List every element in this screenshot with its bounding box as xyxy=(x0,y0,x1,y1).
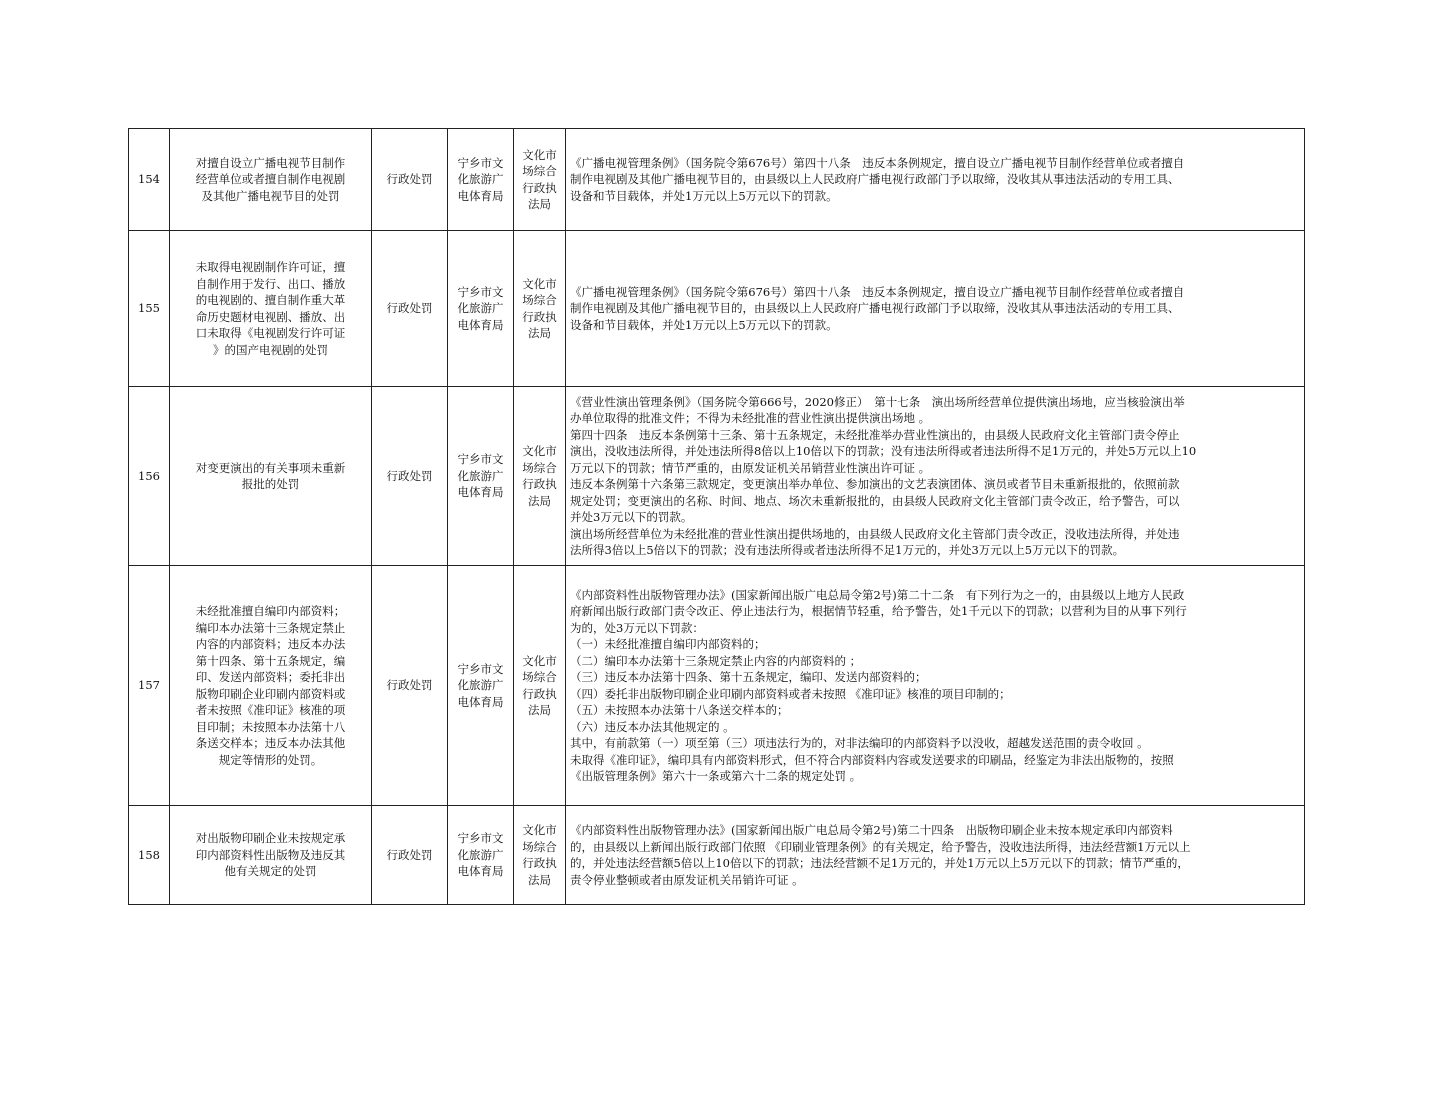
item-name-cell xyxy=(170,806,372,905)
text-line: 《广播电视管理条例》（国务院令第676号）第四十八条 违反本条例规定，擅自设立广播电视节目制作经营单位或者擅自 xyxy=(570,155,1185,170)
text-line: 为的，处3万元以下罚款： xyxy=(570,620,704,635)
text-line: 法局 xyxy=(528,872,551,887)
legal-basis-cell-text xyxy=(570,284,1300,334)
text-line: 版物印刷企业印刷内部资料或 xyxy=(195,686,346,701)
text-line: 第四十四条 违反本条例第十三条、第十五条规定，未经批准举办营业性演出的，由县级人民政府文化主管部门责令停止 xyxy=(570,427,1180,442)
text-line: 文化市 xyxy=(522,823,557,837)
row-number-cell: 157 xyxy=(129,566,170,806)
item-name-cell xyxy=(170,566,372,806)
implementing-agency-cell-text xyxy=(448,661,513,711)
text-line: 行政执 xyxy=(522,309,557,324)
text-line: 宁乡市文 xyxy=(457,831,504,846)
implementing-agency-cell xyxy=(448,566,514,806)
implementing-agency-cell xyxy=(448,387,514,566)
enforcement-department-cell-text xyxy=(514,276,565,342)
text-line: 《营业性演出管理条例》（国务院令第666号，2020修正） 第十七条 演出场所经营单位提供演出场地，应当核验演出举 xyxy=(570,394,1185,409)
table-row xyxy=(129,566,1305,806)
text-line: 文化市 xyxy=(522,653,557,668)
text-line: 法局 xyxy=(528,326,551,340)
legal-basis-cell-text xyxy=(570,587,1300,785)
row-number-cell: 154 xyxy=(129,129,170,231)
text-line: （一）未经批准擅自编印内部资料的； xyxy=(570,637,766,651)
penalty-table xyxy=(128,128,1305,905)
text-line: 条送交样本；违反本办法其他 xyxy=(195,736,346,750)
power-type-cell: 行政处罚 xyxy=(372,231,448,387)
implementing-agency-cell-text xyxy=(448,155,513,205)
text-line: 命历史题材电视剧、播放、出 xyxy=(195,309,346,324)
text-line: 印内部资料性出版物及违反其 xyxy=(195,847,346,862)
item-name-cell-text xyxy=(176,259,365,358)
text-line: 未取得电视剧制作许可证，擅 xyxy=(195,260,346,274)
text-line: 》的国产电视剧的处罚 xyxy=(213,342,328,357)
text-line: 场综合 xyxy=(522,460,557,475)
text-line: （三）违反本办法第十四条、第十五条规定，编印、发送内部资料的； xyxy=(570,670,927,684)
text-line: 文化市 xyxy=(522,147,557,162)
text-line: 并处3万元以下的罚款。 xyxy=(570,510,693,524)
power-type-cell: 行政处罚 xyxy=(372,806,448,905)
text-line: 演出场所经营单位为未经批准的营业性演出提供场地的，由县级人民政府文化主管部门责令改正，没收违法所得，并处违 xyxy=(570,526,1180,541)
row-number-cell: 158 xyxy=(129,806,170,905)
item-name-cell xyxy=(170,129,372,231)
legal-basis-cell xyxy=(566,387,1305,566)
enforcement-department-cell xyxy=(514,566,566,806)
text-line: 的，由县级以上新闻出版行政部门依照 《印刷业管理条例》的有关规定，给予警告，没收违法所得，违法经营额1万元以上 xyxy=(570,839,1191,854)
text-line: 府新闻出版行政部门责令改正、停止违法行为，根据情节轻重，给予警告，处1千元以下的罚款；以营利为目的从事下列行 xyxy=(570,604,1187,618)
legal-basis-cell xyxy=(566,231,1305,387)
text-line: 《广播电视管理条例》（国务院令第676号）第四十八条 违反本条例规定，擅自设立广播电视节目制作经营单位或者擅自 xyxy=(570,284,1185,299)
text-line: 及其他广播电视节目的处罚 xyxy=(201,188,340,203)
text-line: 宁乡市文 xyxy=(457,155,504,170)
text-line: 《内部资料性出版物管理办法》(国家新闻出版广电总局令第2号)第二十二条 有下列行为之一的，由县级以上地方人民政 xyxy=(570,587,1185,602)
enforcement-department-cell xyxy=(514,231,566,387)
text-line: （四）委托非出版物印刷企业印刷内部资料或者未按照 《准印证》核准的项目印制的； xyxy=(570,686,1011,701)
text-line: 口未取得《电视剧发行许可证 xyxy=(195,326,346,340)
text-line: 文化市 xyxy=(522,444,557,458)
implementing-agency-cell xyxy=(448,806,514,905)
text-line: 规定处罚；变更演出的名称、时间、地点、场次未重新报批的，由县级人民政府文化主管部门责令改正，给予警告，可以 xyxy=(570,493,1180,508)
text-line: 化旅游广 xyxy=(457,301,504,316)
text-line: 《内部资料性出版物管理办法》(国家新闻出版广电总局令第2号)第二十四条 出版物印刷企业未按本规定承印内部资料 xyxy=(570,823,1173,837)
text-line: 宁乡市文 xyxy=(457,284,504,299)
text-line: 法局 xyxy=(528,703,551,717)
item-name-cell-text xyxy=(176,603,365,768)
text-line: 宁乡市文 xyxy=(457,661,504,676)
text-line: 未取得《准印证》，编印具有内部资料形式，但不符合内部资料内容或发送要求的印刷品，经鉴定为非法出版物的，按照 xyxy=(570,752,1174,767)
text-line: 电体育局 xyxy=(457,317,504,332)
table-row xyxy=(129,129,1305,231)
power-type-cell: 行政处罚 xyxy=(372,387,448,566)
text-line: 的电视剧的、擅自制作重大革 xyxy=(195,293,346,307)
text-line: 设备和节目载体，并处1万元以上5万元以下的罚款。 xyxy=(570,317,838,332)
text-line: 文化市 xyxy=(522,276,557,291)
table-body xyxy=(129,129,1305,905)
text-line: 报批的处罚 xyxy=(241,477,300,491)
text-line: 自制作用于发行、出口、播放 xyxy=(195,276,346,291)
text-line: （六）违反本办法其他规定的 。 xyxy=(570,719,735,734)
legal-basis-cell xyxy=(566,129,1305,231)
text-line: 对出版物印刷企业未按规定承 xyxy=(195,831,346,846)
item-name-cell-text xyxy=(176,155,365,205)
implementing-agency-cell-text xyxy=(448,830,513,880)
text-line: 法局 xyxy=(528,197,551,211)
text-line: 电体育局 xyxy=(457,694,504,709)
enforcement-department-cell-text xyxy=(514,822,565,888)
legal-basis-cell-text xyxy=(570,155,1300,205)
text-line: 化旅游广 xyxy=(457,172,504,187)
legal-basis-cell-text xyxy=(570,822,1300,888)
text-line: 责令停业整顿或者由原发证机关吊销许可证 。 xyxy=(570,872,804,887)
text-line: 电体育局 xyxy=(457,864,504,879)
text-line: 《出版管理条例》第六十一条或第六十二条的规定处罚 。 xyxy=(570,769,862,783)
enforcement-department-cell xyxy=(514,387,566,566)
text-line: 场综合 xyxy=(522,293,557,307)
text-line: 对擅自设立广播电视节目制作 xyxy=(195,155,346,170)
text-line: 演出，没收违法所得，并处违法所得8倍以上10倍以下的罚款；没有违法所得或者违法所得不足1万元的，并处5万元以上10 xyxy=(570,444,1197,458)
text-line: 化旅游广 xyxy=(457,468,504,483)
text-line: 未经批准擅自编印内部资料； xyxy=(195,604,346,618)
text-line: 化旅游广 xyxy=(457,847,504,862)
row-number-cell: 155 xyxy=(129,231,170,387)
text-line: 行政执 xyxy=(522,477,557,491)
text-line: 场综合 xyxy=(522,839,557,854)
text-line: 场综合 xyxy=(522,670,557,684)
text-line: 经营单位或者擅自制作电视剧 xyxy=(195,172,346,187)
item-name-cell-text xyxy=(176,830,365,880)
text-line: 行政执 xyxy=(522,180,557,195)
text-line: 行政执 xyxy=(522,686,557,701)
legal-basis-cell xyxy=(566,806,1305,905)
implementing-agency-cell-text xyxy=(448,284,513,334)
implementing-agency-cell xyxy=(448,231,514,387)
enforcement-department-cell-text xyxy=(514,147,565,213)
text-line: 万元以下的罚款；情节严重的，由原发证机关吊销营业性演出许可证 。 xyxy=(570,460,931,475)
row-number-cell: 156 xyxy=(129,387,170,566)
text-line: 场综合 xyxy=(522,164,557,178)
text-line: 其中，有前款第（一）项至第（三）项违法行为的，对非法编印的内部资料予以没收，超越发送范围的责令收回 。 xyxy=(570,736,1149,750)
text-line: 印、发送内部资料；委托非出 xyxy=(195,670,346,684)
implementing-agency-cell-text xyxy=(448,451,513,501)
enforcement-department-cell-text xyxy=(514,443,565,509)
text-line: 的，并处违法经营额5倍以上10倍以下的罚款；违法经营额不足1万元的，并处1万元以上5万元以下的罚款；情节严重的， xyxy=(570,856,1189,870)
implementing-agency-cell xyxy=(448,129,514,231)
text-line: 法所得3倍以上5倍以下的罚款；没有违法所得或者违法所得不足1万元的，并处3万元以上5万元以下的罚款。 xyxy=(570,543,1125,557)
text-line: （二）编印本办法第十三条规定禁止内容的内部资料的 ； xyxy=(570,653,862,668)
text-line: 编印本办法第十三条规定禁止 xyxy=(195,620,346,635)
text-line: 法局 xyxy=(528,493,551,508)
text-line: 宁乡市文 xyxy=(457,452,504,467)
item-name-cell xyxy=(170,231,372,387)
text-line: 制作电视剧及其他广播电视节目的，由县级以上人民政府广播电视行政部门予以取缔，没收其从事违法活动的专用工具、 xyxy=(570,172,1180,187)
legal-basis-cell-text xyxy=(570,394,1300,559)
text-line: 行政执 xyxy=(522,856,557,870)
text-line: 违反本条例第十六条第三款规定，变更演出举办单位、参加演出的文艺表演团体、演员或者节目未重新报批的，依照前款 xyxy=(570,477,1180,491)
text-line: 他有关规定的处罚 xyxy=(224,864,317,879)
text-line: 内容的内部资料；违反本办法 xyxy=(195,637,346,651)
text-line: 化旅游广 xyxy=(457,678,504,693)
text-line: 对变更演出的有关事项未重新 xyxy=(195,460,346,475)
text-line: （五）未按照本办法第十八条送交样本的； xyxy=(570,703,789,717)
text-line: 电体育局 xyxy=(457,188,504,203)
text-line: 办单位取得的批准文件；不得为未经批准的营业性演出提供演出场地 。 xyxy=(570,411,931,425)
power-type-cell: 行政处罚 xyxy=(372,566,448,806)
enforcement-department-cell xyxy=(514,129,566,231)
text-line: 电体育局 xyxy=(457,485,504,500)
legal-basis-cell xyxy=(566,566,1305,806)
enforcement-department-cell-text xyxy=(514,653,565,719)
table-row xyxy=(129,231,1305,387)
item-name-cell-text xyxy=(176,460,365,493)
text-line: 第十四条、第十五条规定，编 xyxy=(195,653,346,668)
enforcement-department-cell xyxy=(514,806,566,905)
text-line: 者未按照《准印证》核准的项 xyxy=(195,703,346,717)
item-name-cell xyxy=(170,387,372,566)
table-row xyxy=(129,806,1305,905)
text-line: 目印制；未按照本办法第十八 xyxy=(195,719,346,734)
text-line: 设备和节目载体，并处1万元以上5万元以下的罚款。 xyxy=(570,188,838,203)
text-line: 制作电视剧及其他广播电视节目的，由县级以上人民政府广播电视行政部门予以取缔，没收其从事违法活动的专用工具、 xyxy=(570,301,1180,316)
table-row xyxy=(129,387,1305,566)
power-type-cell: 行政处罚 xyxy=(372,129,448,231)
text-line: 规定等情形的处罚。 xyxy=(218,752,323,767)
